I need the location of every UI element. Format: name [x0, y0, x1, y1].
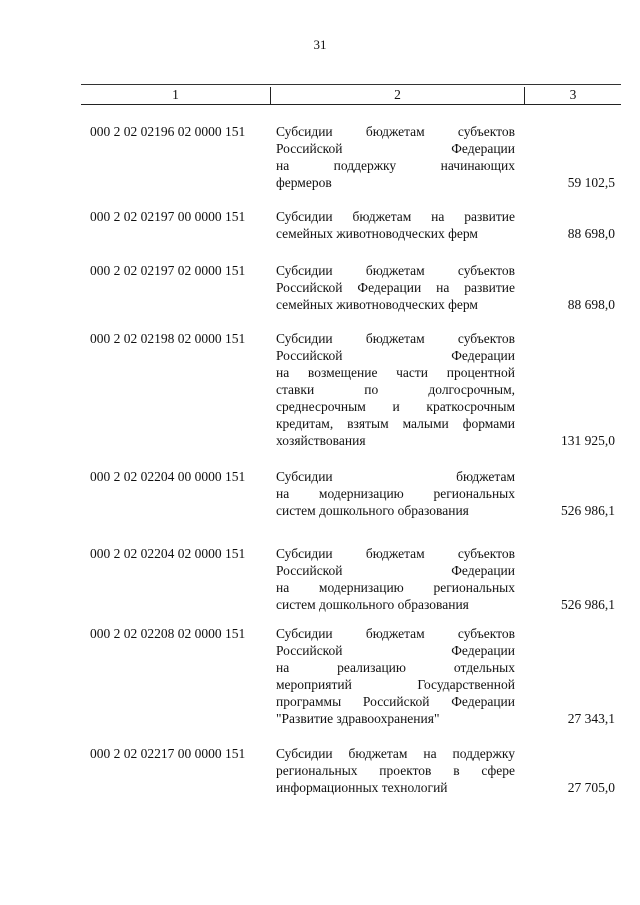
description-line: хозяйствования — [276, 433, 366, 448]
row-description — [276, 625, 515, 727]
budget-code: 000 2 02 02204 00 0000 151 — [90, 469, 246, 484]
description-line: Субсидии бюджетам на поддержку — [276, 746, 515, 761]
description-line: на поддержку начинающих — [276, 158, 515, 173]
budget-code: 000 2 02 02204 02 0000 151 — [90, 546, 246, 561]
description-line: кредитам, взятым малыми формами — [276, 416, 515, 431]
description-line: на модернизацию региональных — [276, 486, 515, 501]
description-line: Субсидии бюджетам субъектов — [276, 546, 515, 561]
description-line: "Развитие здравоохранения" — [276, 711, 440, 726]
description-line: семейных животноводческих ферм — [276, 297, 478, 312]
table-header — [81, 87, 621, 105]
description-line: региональных проектов в сфере — [276, 763, 515, 778]
row-amount: 526 986,1 — [561, 597, 615, 612]
description-line: на реализацию отдельных — [276, 660, 515, 675]
description-line: Субсидии бюджетам субъектов — [276, 626, 515, 641]
description-line: Субсидии бюджетам субъектов — [276, 263, 515, 278]
row-amount: 59 102,5 — [567, 175, 615, 190]
description-line: фермеров — [276, 175, 332, 190]
description-line: систем дошкольного образования — [276, 503, 469, 518]
description-line: Субсидии бюджетам — [276, 469, 515, 484]
row-description — [276, 208, 515, 242]
row-description — [276, 545, 515, 613]
page-number: 31 — [313, 37, 327, 52]
description-line: на модернизацию региональных — [276, 580, 515, 595]
description-line: Субсидии бюджетам на развитие — [276, 209, 515, 224]
row-amount: 131 925,0 — [561, 433, 615, 448]
description-line: систем дошкольного образования — [276, 597, 469, 612]
row-amount: 27 343,1 — [567, 711, 615, 726]
row-amount: 27 705,0 — [567, 780, 615, 795]
budget-code: 000 2 02 02197 02 0000 151 — [90, 263, 246, 278]
header-col-1: 1 — [81, 87, 271, 104]
description-line: мероприятий Государственной — [276, 677, 515, 692]
row-amount: 88 698,0 — [567, 226, 615, 241]
budget-code: 000 2 02 02217 00 0000 151 — [90, 746, 246, 761]
budget-code: 000 2 02 02197 00 0000 151 — [90, 209, 246, 224]
description-line: Российской Федерации — [276, 141, 515, 156]
budget-code: 000 2 02 02196 02 0000 151 — [90, 124, 246, 139]
row-amount: 88 698,0 — [567, 297, 615, 312]
description-line: программы Российской Федерации — [276, 694, 515, 709]
description-line: среднесрочным и краткосрочным — [276, 399, 515, 414]
description-line: на возмещение части процентной — [276, 365, 515, 380]
row-description — [276, 123, 515, 191]
budget-code: 000 2 02 02198 02 0000 151 — [90, 331, 246, 346]
description-line: ставки по долгосрочным, — [276, 382, 515, 397]
description-line: информационных технологий — [276, 780, 448, 795]
description-line: Субсидии бюджетам субъектов — [276, 124, 515, 139]
row-description — [276, 745, 515, 796]
header-col-3: 3 — [569, 87, 577, 102]
description-line: Российской Федерации — [276, 563, 515, 578]
description-line: Российской Федерации — [276, 348, 515, 363]
row-description — [276, 468, 515, 519]
description-line: Российской Федерации — [276, 643, 515, 658]
row-amount: 526 986,1 — [561, 503, 615, 518]
description-line: семейных животноводческих ферм — [276, 226, 478, 241]
header-col-2: 2 — [271, 87, 525, 104]
top-rule — [81, 84, 621, 85]
budget-code: 000 2 02 02208 02 0000 151 — [90, 626, 246, 641]
row-description — [276, 330, 515, 449]
description-line: Субсидии бюджетам субъектов — [276, 331, 515, 346]
row-description — [276, 262, 515, 313]
description-line: Российской Федерации на развитие — [276, 280, 515, 295]
